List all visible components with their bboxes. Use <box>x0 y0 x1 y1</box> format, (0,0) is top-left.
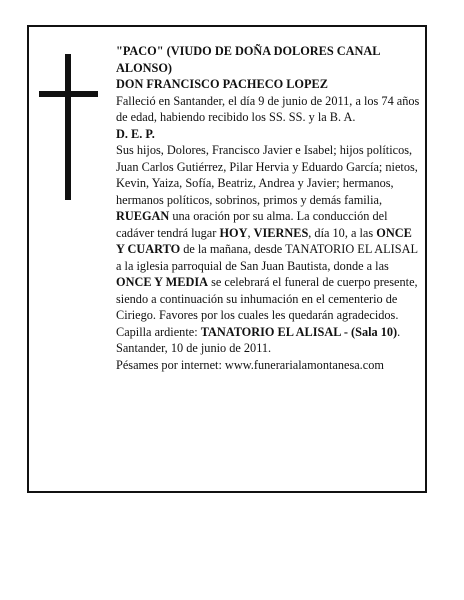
notice-body <box>116 43 422 373</box>
death-line-1: Falleció en Santander, el día 9 de junio de 2011, a los 74 años <box>116 93 420 108</box>
date-line: Santander, 10 de junio de 2011. <box>116 341 272 355</box>
death-line-2: de edad, habiendo recibido los SS. SS. y la B. A. <box>116 110 356 124</box>
obituary-notice <box>27 25 427 493</box>
once-y-media-text: ONCE Y MEDIA <box>116 275 208 289</box>
service-text-5: . <box>397 324 401 339</box>
service-paragraph <box>116 208 422 340</box>
once-y-cuarto-text: ONCE Y CUARTO <box>116 225 412 256</box>
deceased-name: DON FRANCISCO PACHECO LOPEZ <box>116 77 328 91</box>
ruegan-text: RUEGAN <box>116 209 170 223</box>
capilla-text: TANATORIO EL ALISAL - (Sala 10) <box>200 324 398 339</box>
viernes-text: VIERNES <box>253 225 309 240</box>
cross-icon <box>39 54 99 200</box>
service-text-3: de la mañana, desde TANATORIO EL ALISAL a la iglesia parroquial de San Juan Bautista, donde a las <box>116 242 418 273</box>
service-text-2: , día 10, a las <box>308 225 377 240</box>
dep-text: D. E. P. <box>116 126 155 141</box>
service-text-4: se celebrará el funeral de cuerpo presente, siendo a continuación su inhumación en el cementerio de Ciriego. Favores por los cuales les quedarán agradecidos. Capilla ardiente: <box>116 275 418 339</box>
service-comma: , <box>247 225 254 240</box>
hoy-text: HOY <box>219 225 248 240</box>
condolences-line: Pésames por internet: www.funerarialamontanesa.com <box>116 357 384 372</box>
service-text-1: una oración por su alma. La conducción del cadáver tendrá lugar <box>116 209 388 240</box>
notice-heading: "PACO" (VIUDO DE DOÑA DOLORES CANAL ALONSO) <box>116 44 380 75</box>
family-paragraph: Sus hijos, Dolores, Francisco Javier e Isabel; hijos políticos, Juan Carlos Gutiérrez, Pilar Hervia y Eduardo García; nietos, Kevin, Yaiza, Sofía, Beatriz, Andrea y Javier; hermanos, hermanos políticos, sobrinos, primos y demás familia, <box>116 143 418 207</box>
